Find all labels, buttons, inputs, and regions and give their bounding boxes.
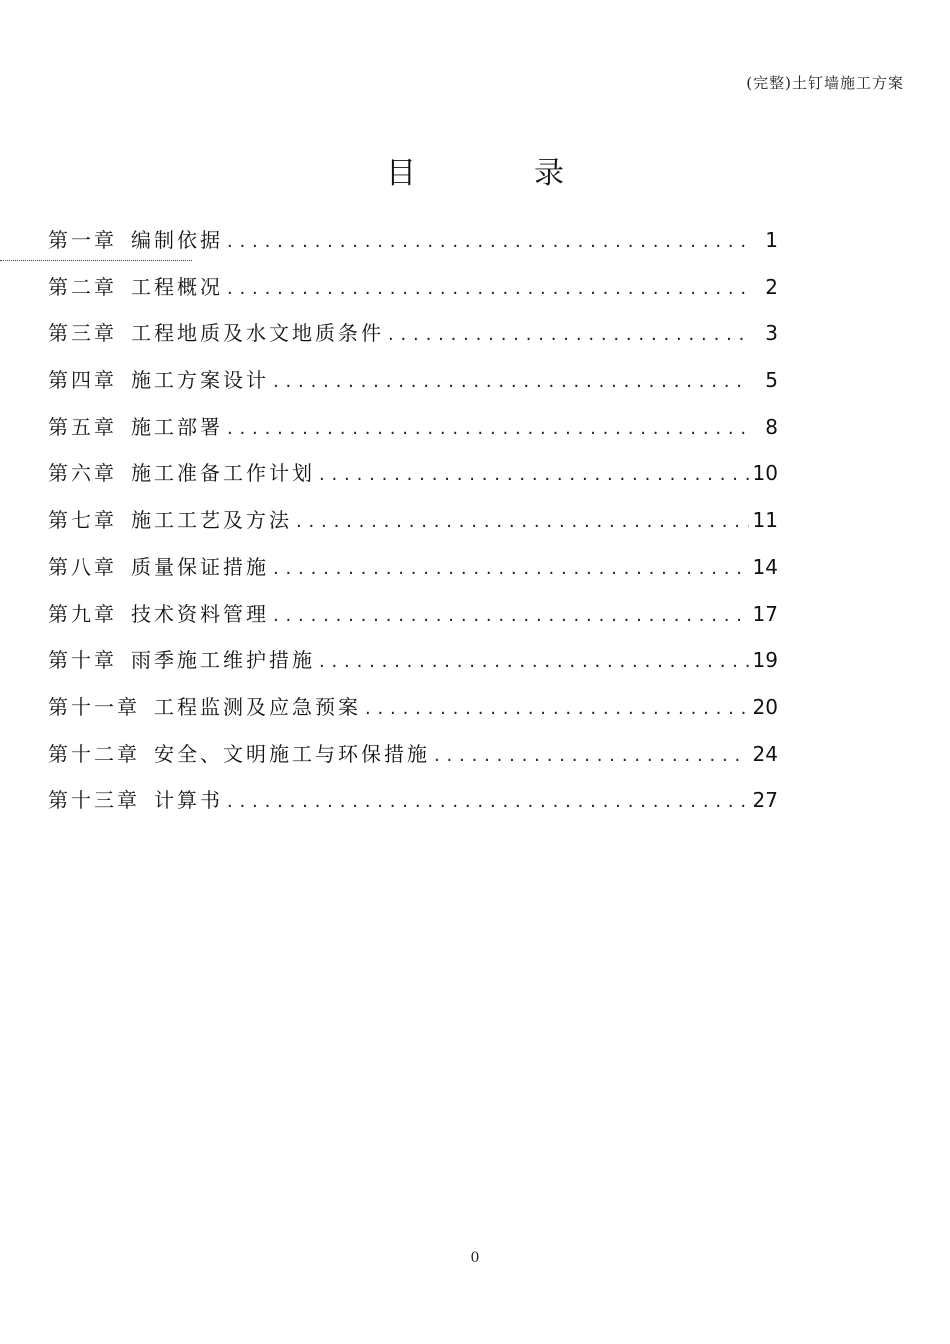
toc-entry[interactable] (48, 784, 778, 831)
toc-entry[interactable] (48, 598, 778, 645)
toc-entry[interactable] (48, 411, 778, 458)
toc-entry[interactable] (48, 364, 778, 411)
toc-entry-title: 工程概况 (131, 274, 223, 299)
toc-chapter: 第一章 (48, 228, 117, 252)
toc-chapter: 第六章 (48, 461, 117, 486)
toc-entry[interactable] (48, 271, 778, 318)
toc-entry-title: 工程监测及应急预案 (154, 694, 361, 719)
toc-page-number: 20 (752, 694, 778, 719)
toc-chapter: 第十三章 (48, 788, 140, 813)
toc-page-number: 5 (765, 368, 778, 393)
toc-entry[interactable] (48, 504, 778, 551)
running-header: (完整)土钉墙施工方案 (746, 74, 904, 92)
toc-chapter: 第二章 (48, 274, 117, 299)
toc-chapter: 第五章 (48, 414, 117, 439)
toc-chapter: 第九章 (48, 601, 117, 626)
toc-leader (227, 278, 750, 299)
toc-leader (227, 231, 750, 252)
toc-entry[interactable] (48, 738, 778, 785)
toc-list (48, 224, 778, 831)
toc-page-number: 17 (752, 601, 778, 626)
toc-entry-title: 工程地质及水文地质条件 (131, 321, 384, 346)
toc-chapter: 第十章 (48, 648, 117, 673)
toc-leader (273, 371, 750, 392)
toc-leader (319, 464, 749, 485)
toc-entry-title: 施工方案设计 (131, 368, 269, 393)
toc-page-number: 10 (752, 461, 778, 486)
toc-page-number: 19 (752, 648, 778, 673)
toc-page-number: 3 (765, 321, 778, 346)
toc-entry[interactable] (48, 224, 778, 271)
toc-chapter: 第十二章 (48, 741, 140, 766)
toc-entry-title: 编制依据 (131, 228, 223, 252)
toc-page-number: 1 (765, 228, 778, 252)
toc-entry-title: 计算书 (154, 788, 223, 813)
toc-page-number: 8 (765, 414, 778, 439)
toc-chapter: 第四章 (48, 368, 117, 393)
toc-entry-title: 施工工艺及方法 (131, 508, 292, 533)
toc-leader (434, 745, 749, 766)
toc-leader (388, 324, 750, 345)
toc-page-number: 11 (752, 508, 778, 533)
toc-leader (296, 511, 749, 532)
toc-entry[interactable] (48, 551, 778, 598)
toc-chapter: 第三章 (48, 321, 117, 346)
toc-page-number: 14 (752, 554, 778, 579)
page-number: 0 (470, 1250, 480, 1266)
toc-entry[interactable] (48, 644, 778, 691)
toc-entry-title: 施工准备工作计划 (131, 461, 315, 486)
toc-leader (365, 698, 749, 719)
toc-chapter: 第八章 (48, 554, 117, 579)
toc-entry[interactable] (48, 317, 778, 364)
toc-entry-title: 安全、文明施工与环保措施 (154, 741, 430, 766)
toc-entry-title: 雨季施工维护措施 (131, 648, 315, 673)
toc-page-number: 2 (765, 274, 778, 299)
toc-entry-title: 技术资料管理 (131, 601, 269, 626)
toc-leader (319, 651, 749, 672)
toc-page-number: 27 (752, 788, 778, 813)
toc-leader (227, 791, 749, 812)
toc-entry[interactable] (48, 457, 778, 504)
toc-title: 目录 (386, 156, 682, 191)
toc-leader (273, 605, 749, 626)
toc-chapter: 第七章 (48, 508, 117, 533)
toc-leader (273, 558, 749, 579)
toc-entry-title: 施工部署 (131, 414, 223, 439)
toc-page-number: 24 (752, 741, 778, 766)
toc-entry-title: 质量保证措施 (131, 554, 269, 579)
toc-leader (227, 418, 750, 439)
toc-chapter: 第十一章 (48, 694, 140, 719)
toc-entry[interactable] (48, 691, 778, 738)
